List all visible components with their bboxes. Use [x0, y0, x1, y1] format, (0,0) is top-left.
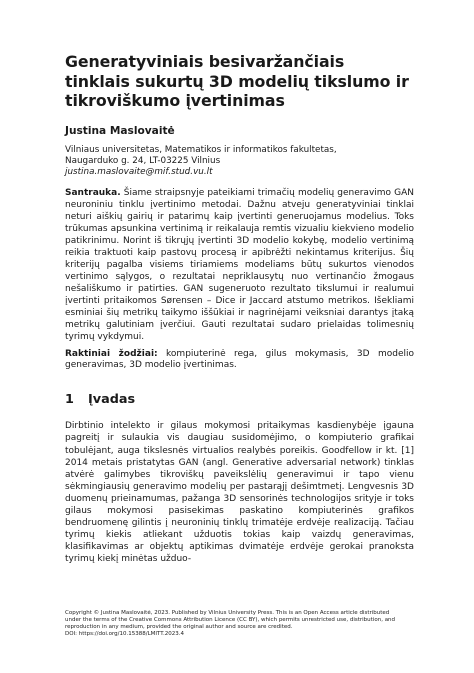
section-number: 1	[65, 392, 74, 408]
abstract-text: Šiame straipsnyje pateikiami trimačių modelių generavimo GAN neuroniniu tinklu įvertinimo metodai. Dažnu atveju generatyviniai tinklai neturi aiškių gairių ir patarimų kaip įvertinti generuojamus modelius. Toks trūkumas apsunkina vertinimą ir reikalauja remtis vizualiu kiekvieno modelio patikrinimu. Norint iš tikrųjų įvertinti 3D modelio kokybę, modelio vertinimą reikia traktuoti kaip pastovų procesą ir apibrėžti nekintamus kriterijus. Šių kriterijų pagalba visiems tiriamiems modeliams būtų sukurtos vienodos vertinimo sąlygos, o rezultatai nepriklausytų nuo vertinančio žmogaus nešališkumo ir patirties. GAN sugeneruoto rezultato tikslumui ir realumui įvertinti pritaikomos Sørensen – Dice ir Jaccard atstumo metrikos. Išekliami esminiai šių metrikų taikymo iššūkiai ir nagrinėjami veiksniai darantys įtaką metrikų galutiniam įverčiui. Gauti rezultatai sudaro prielaidas tolimesnių tyrimų vykdymui.	[65, 188, 414, 342]
footer-line: Copyright © Justina Maslovaitė, 2023. Published by Vilnius University Press. This is an Open Access article distributed	[65, 610, 390, 616]
author-affiliation	[65, 145, 414, 179]
section-title: Įvadas	[88, 392, 136, 408]
footer-line: under the terms of the Creative Commons Attribution Licence (CC BY), which permits unrestricted use, distribution, and	[65, 617, 396, 623]
title-line: tikroviškumo įvertinimas	[65, 91, 285, 110]
doi-link[interactable]: DOI: https://doi.org/10.15388/LMITT.2023.4	[65, 631, 184, 637]
keywords	[65, 349, 414, 373]
footer-line: reproduction in any medium, provided the original author and source are credited.	[65, 624, 293, 630]
article-page	[65, 52, 414, 565]
abstract	[65, 188, 414, 343]
keywords-label: Raktiniai žodžiai:	[65, 348, 158, 359]
author-email[interactable]: justina.maslovaite@mif.stud.vu.lt	[65, 166, 213, 177]
body-paragraph: Dirbtinio intelekto ir gilaus mokymosi pritaikymas kasdienybėje įgauna pagreitį ir sulaukia vis daugiau susidomėjimo, o kompiuterio grafikai tobulėjant, auga tikslesnės virtualios realybės poreikis. Goodfellow ir kt. [1] 2014 metais pristatytas GAN (angl. Generative adversarial network) tinklas atvėrė galimybes tikroviškų paveikslėlių generavimui ir tapo vienu sėkmingiausių generavimo modelių per pastarąjį dešimtmetį. Lengvesnis 3D duomenų prieinamumas, pažanga 3D sensorinės technologijos srityje ir toks gilaus mokymosi pasisekimas paskatino kompiuterinės grafikos bendruomenę gilintis į neuroninių tinklų trimatėje erdvėje realizaciją. Tačiau tyrimų kiekis atliekant užduotis tokias kaip vaizdų generavimas, klasifikavimas ar objektų aptikimas dvimatėje erdvėje gerokai pranoksta tyrimų kiekį minėtas užduo-	[65, 421, 414, 564]
title-line: Generatyviniais besivaržančiais	[65, 52, 345, 71]
affiliation-line: Vilniaus universitetas, Matematikos ir informatikos fakultetas,	[65, 144, 337, 155]
keywords-text: kompiuterinė rega, gilus mokymasis, 3D modelio generavimas, 3D modelio įvertinimas.	[65, 348, 414, 371]
section-heading	[65, 392, 414, 408]
author-name: Justina Maslovaitė	[65, 124, 175, 137]
abstract-label: Santrauka.	[65, 188, 121, 199]
title-line: tinklais sukurtų 3D modelių tikslumo ir	[65, 71, 409, 91]
affiliation-address: Naugarduko g. 24, LT-03225 Vilnius	[65, 155, 221, 166]
article-title	[65, 52, 414, 111]
copyright-footer	[65, 610, 414, 638]
